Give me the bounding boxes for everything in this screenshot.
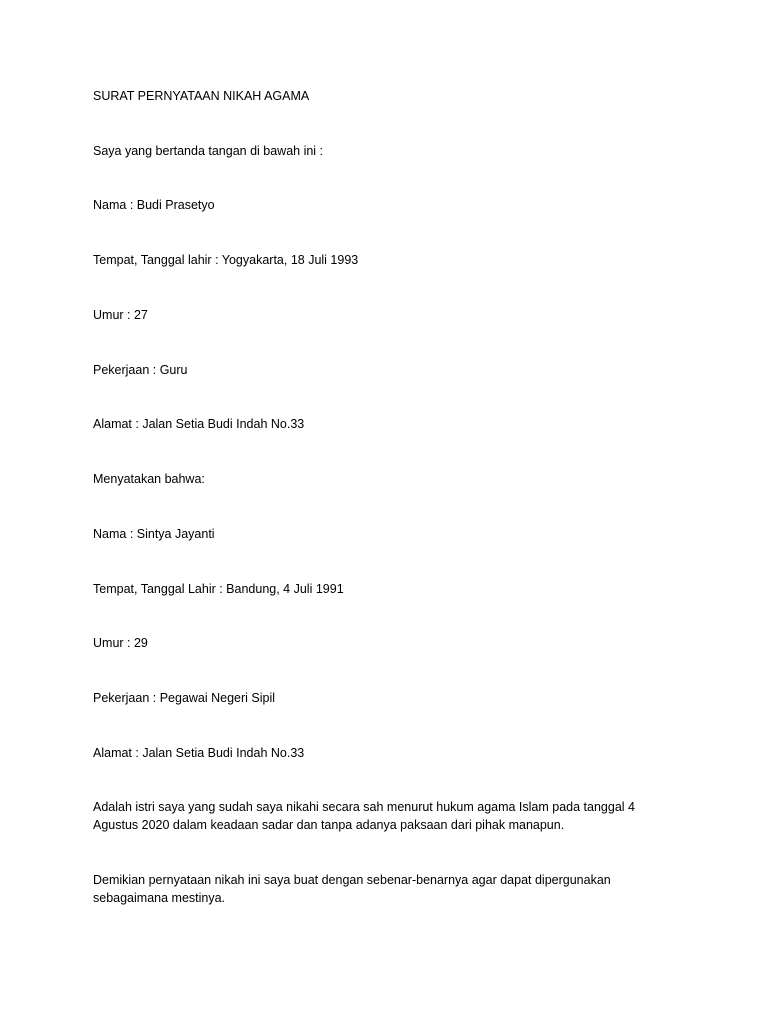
statement-heading: Menyatakan bahwa: bbox=[93, 472, 205, 486]
closing-paragraph: Demikian pernyataan nikah ini saya buat dengan sebenar-benarnya agar dapat dipergunakan sebagaimana mestinya. bbox=[93, 873, 611, 905]
marriage-paragraph: Adalah istri saya yang sudah saya nikahi secara sah menurut hukum agama Islam pada tanggal 4 Agustus 2020 dalam keadaan sadar dan tanpa adanya paksaan dari pihak manapun. bbox=[93, 800, 635, 832]
spouse-name: Nama : Sintya Jayanti bbox=[93, 527, 215, 541]
declarant-address: Alamat : Jalan Setia Budi Indah No.33 bbox=[93, 417, 305, 431]
declarant-age: Umur : 27 bbox=[93, 308, 148, 322]
intro-text: Saya yang bertanda tangan di bawah ini : bbox=[93, 144, 324, 158]
spouse-address: Alamat : Jalan Setia Budi Indah No.33 bbox=[93, 746, 305, 760]
spouse-occupation: Pekerjaan : Pegawai Negeri Sipil bbox=[93, 691, 276, 705]
document-title: SURAT PERNYATAAN NIKAH AGAMA bbox=[93, 89, 310, 103]
declarant-birth: Tempat, Tanggal lahir : Yogyakarta, 18 Juli 1993 bbox=[93, 253, 359, 267]
declarant-occupation: Pekerjaan : Guru bbox=[93, 363, 188, 377]
spouse-birth: Tempat, Tanggal Lahir : Bandung, 4 Juli 1991 bbox=[93, 582, 344, 596]
spouse-age: Umur : 29 bbox=[93, 636, 148, 650]
declarant-name: Nama : Budi Prasetyo bbox=[93, 198, 215, 212]
